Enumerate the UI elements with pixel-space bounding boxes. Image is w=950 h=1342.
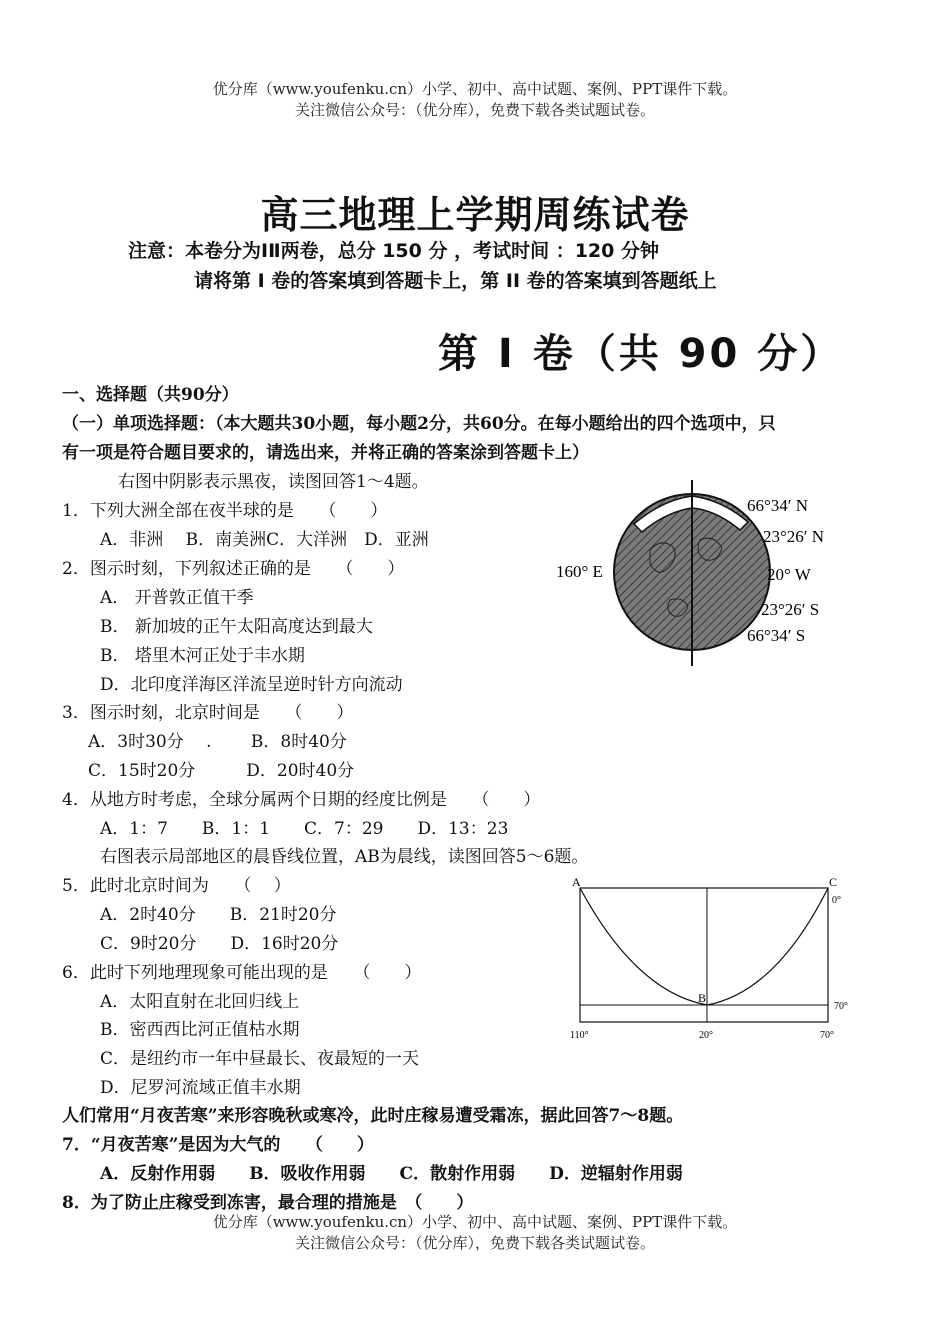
label-66s: 66°34′ S bbox=[747, 626, 806, 645]
question-3-options-ab: A．3时30分 . B．8时40分 bbox=[88, 732, 347, 752]
question-7-options: A．反射作用弱 B．吸收作用弱 C．散射作用弱 D．逆辐射作用弱 bbox=[100, 1164, 683, 1184]
label-66n: 66°34′ N bbox=[747, 496, 809, 515]
question-5-options-ab: A．2时40分 B．21时20分 bbox=[100, 905, 337, 925]
label-a: A bbox=[572, 875, 581, 889]
question-2-option-c: B． 塔里木河正处于丰水期 bbox=[100, 646, 305, 666]
label-20w: 20° W bbox=[767, 565, 811, 584]
question-2-option-d: D．北印度洋海区洋流呈逆时针方向流动 bbox=[100, 675, 403, 695]
label-160e: 160° E bbox=[556, 562, 603, 581]
question-2-option-a: A． 开普敦正值干季 bbox=[100, 588, 254, 608]
question-4-options: A．1：7 B．1：1 C．7：29 D．13：23 bbox=[100, 819, 509, 839]
question-8-stem: 8．为了防止庄稼受到冻害，最合理的措施是 （ ） bbox=[62, 1193, 474, 1213]
terminator-curve bbox=[580, 888, 828, 1005]
question-6-option-a: A．太阳直射在北回归线上 bbox=[100, 992, 300, 1012]
intro-figure-1: 右图中阴影表示黑夜，读图回答1～4题。 bbox=[118, 472, 429, 492]
question-6-option-c: C．是纽约市一年中昼最长、夜最短的一天 bbox=[100, 1049, 420, 1069]
footer-line-2: 关注微信公众号：（优分库），免费下载各类试题试卷。 bbox=[294, 1234, 655, 1252]
section-instructions-1: （一）单项选择题：（本大题共30小题，每小题2分，共60分。在每小题给出的四个选项中，只 bbox=[62, 414, 776, 434]
terminator-figure bbox=[566, 874, 856, 1046]
label-lon70: 70° bbox=[820, 1030, 834, 1041]
question-3-stem: 3．图示时刻，北京时间是 （ ） bbox=[62, 703, 354, 723]
globe-figure bbox=[550, 470, 850, 670]
label-0deg: 0° bbox=[832, 895, 841, 906]
question-3-options-cd: C．15时20分 D．20时40分 bbox=[88, 761, 355, 781]
footer-line-1: 优分库（www.youfenku.cn）小学、初中、高中试题、案例、PPT课件下载。 bbox=[212, 1213, 738, 1231]
header-line-1: 优分库（www.youfenku.cn）小学、初中、高中试题、案例、PPT课件下载。 bbox=[212, 80, 738, 98]
label-b: B bbox=[698, 991, 707, 1005]
question-6-stem: 6．此时下列地理现象可能出现的是 （ ） bbox=[62, 963, 422, 983]
intro-questions-7-8: 人们常用“月夜苦寒”来形容晚秋或寒冷，此时庄稼易遭受霜冻，据此回答7～8题。 bbox=[62, 1106, 684, 1126]
label-23n: 23°26′ N bbox=[763, 527, 825, 546]
question-4-stem: 4．从地方时考虑，全球分属两个日期的经度比例是 （ ） bbox=[62, 790, 541, 810]
question-1-stem: 1．下列大洲全部在夜半球的是 （ ） bbox=[62, 501, 388, 521]
question-6-option-d: D．尼罗河流域正值丰水期 bbox=[100, 1078, 301, 1098]
question-5-stem: 5．此时北京时间为 （ ） bbox=[62, 876, 291, 896]
section-heading: 一、选择题（共90分） bbox=[62, 385, 239, 405]
question-5-options-cd: C．9时20分 D．16时20分 bbox=[100, 934, 339, 954]
question-1-options: A．非洲 B．南美洲C．大洋洲 D．亚洲 bbox=[100, 530, 429, 550]
label-c: C bbox=[829, 875, 838, 889]
part-title: 第 Ⅰ 卷（共 90 分） bbox=[438, 331, 844, 377]
question-2-stem: 2．图示时刻，下列叙述正确的是 （ ） bbox=[62, 559, 405, 579]
label-23s: 23°26′ S bbox=[761, 600, 820, 619]
header-line-2: 关注微信公众号：（优分库），免费下载各类试题试卷。 bbox=[294, 101, 655, 119]
question-2-option-b: B． 新加坡的正午太阳高度达到最大 bbox=[100, 617, 373, 637]
label-lat70: 70° bbox=[834, 1001, 848, 1012]
question-7-stem: 7．“月夜苦寒”是因为大气的 （ ） bbox=[62, 1135, 374, 1155]
notice-line-2: 请将第 Ⅰ 卷的答案填到答题卡上，第 II 卷的答案填到答题纸上 bbox=[194, 270, 717, 292]
intro-figure-2: 右图表示局部地区的晨昏线位置，AB为晨线，读图回答5～6题。 bbox=[100, 847, 589, 867]
question-6-option-b: B．密西西比河正值枯水期 bbox=[100, 1020, 300, 1040]
notice-line-1: 注意：本卷分为ⅠⅡ两卷，总分 150 分 ，考试时间 ：120 分钟 bbox=[128, 240, 659, 262]
label-lon110: 110° bbox=[570, 1030, 589, 1041]
section-instructions-2: 有一项是符合题目要求的，请选出来，并将正确的答案涂到答题卡上） bbox=[62, 443, 589, 463]
page-title: 高三地理上学期周练试卷 bbox=[260, 193, 690, 237]
label-lon20: 20° bbox=[699, 1030, 713, 1041]
